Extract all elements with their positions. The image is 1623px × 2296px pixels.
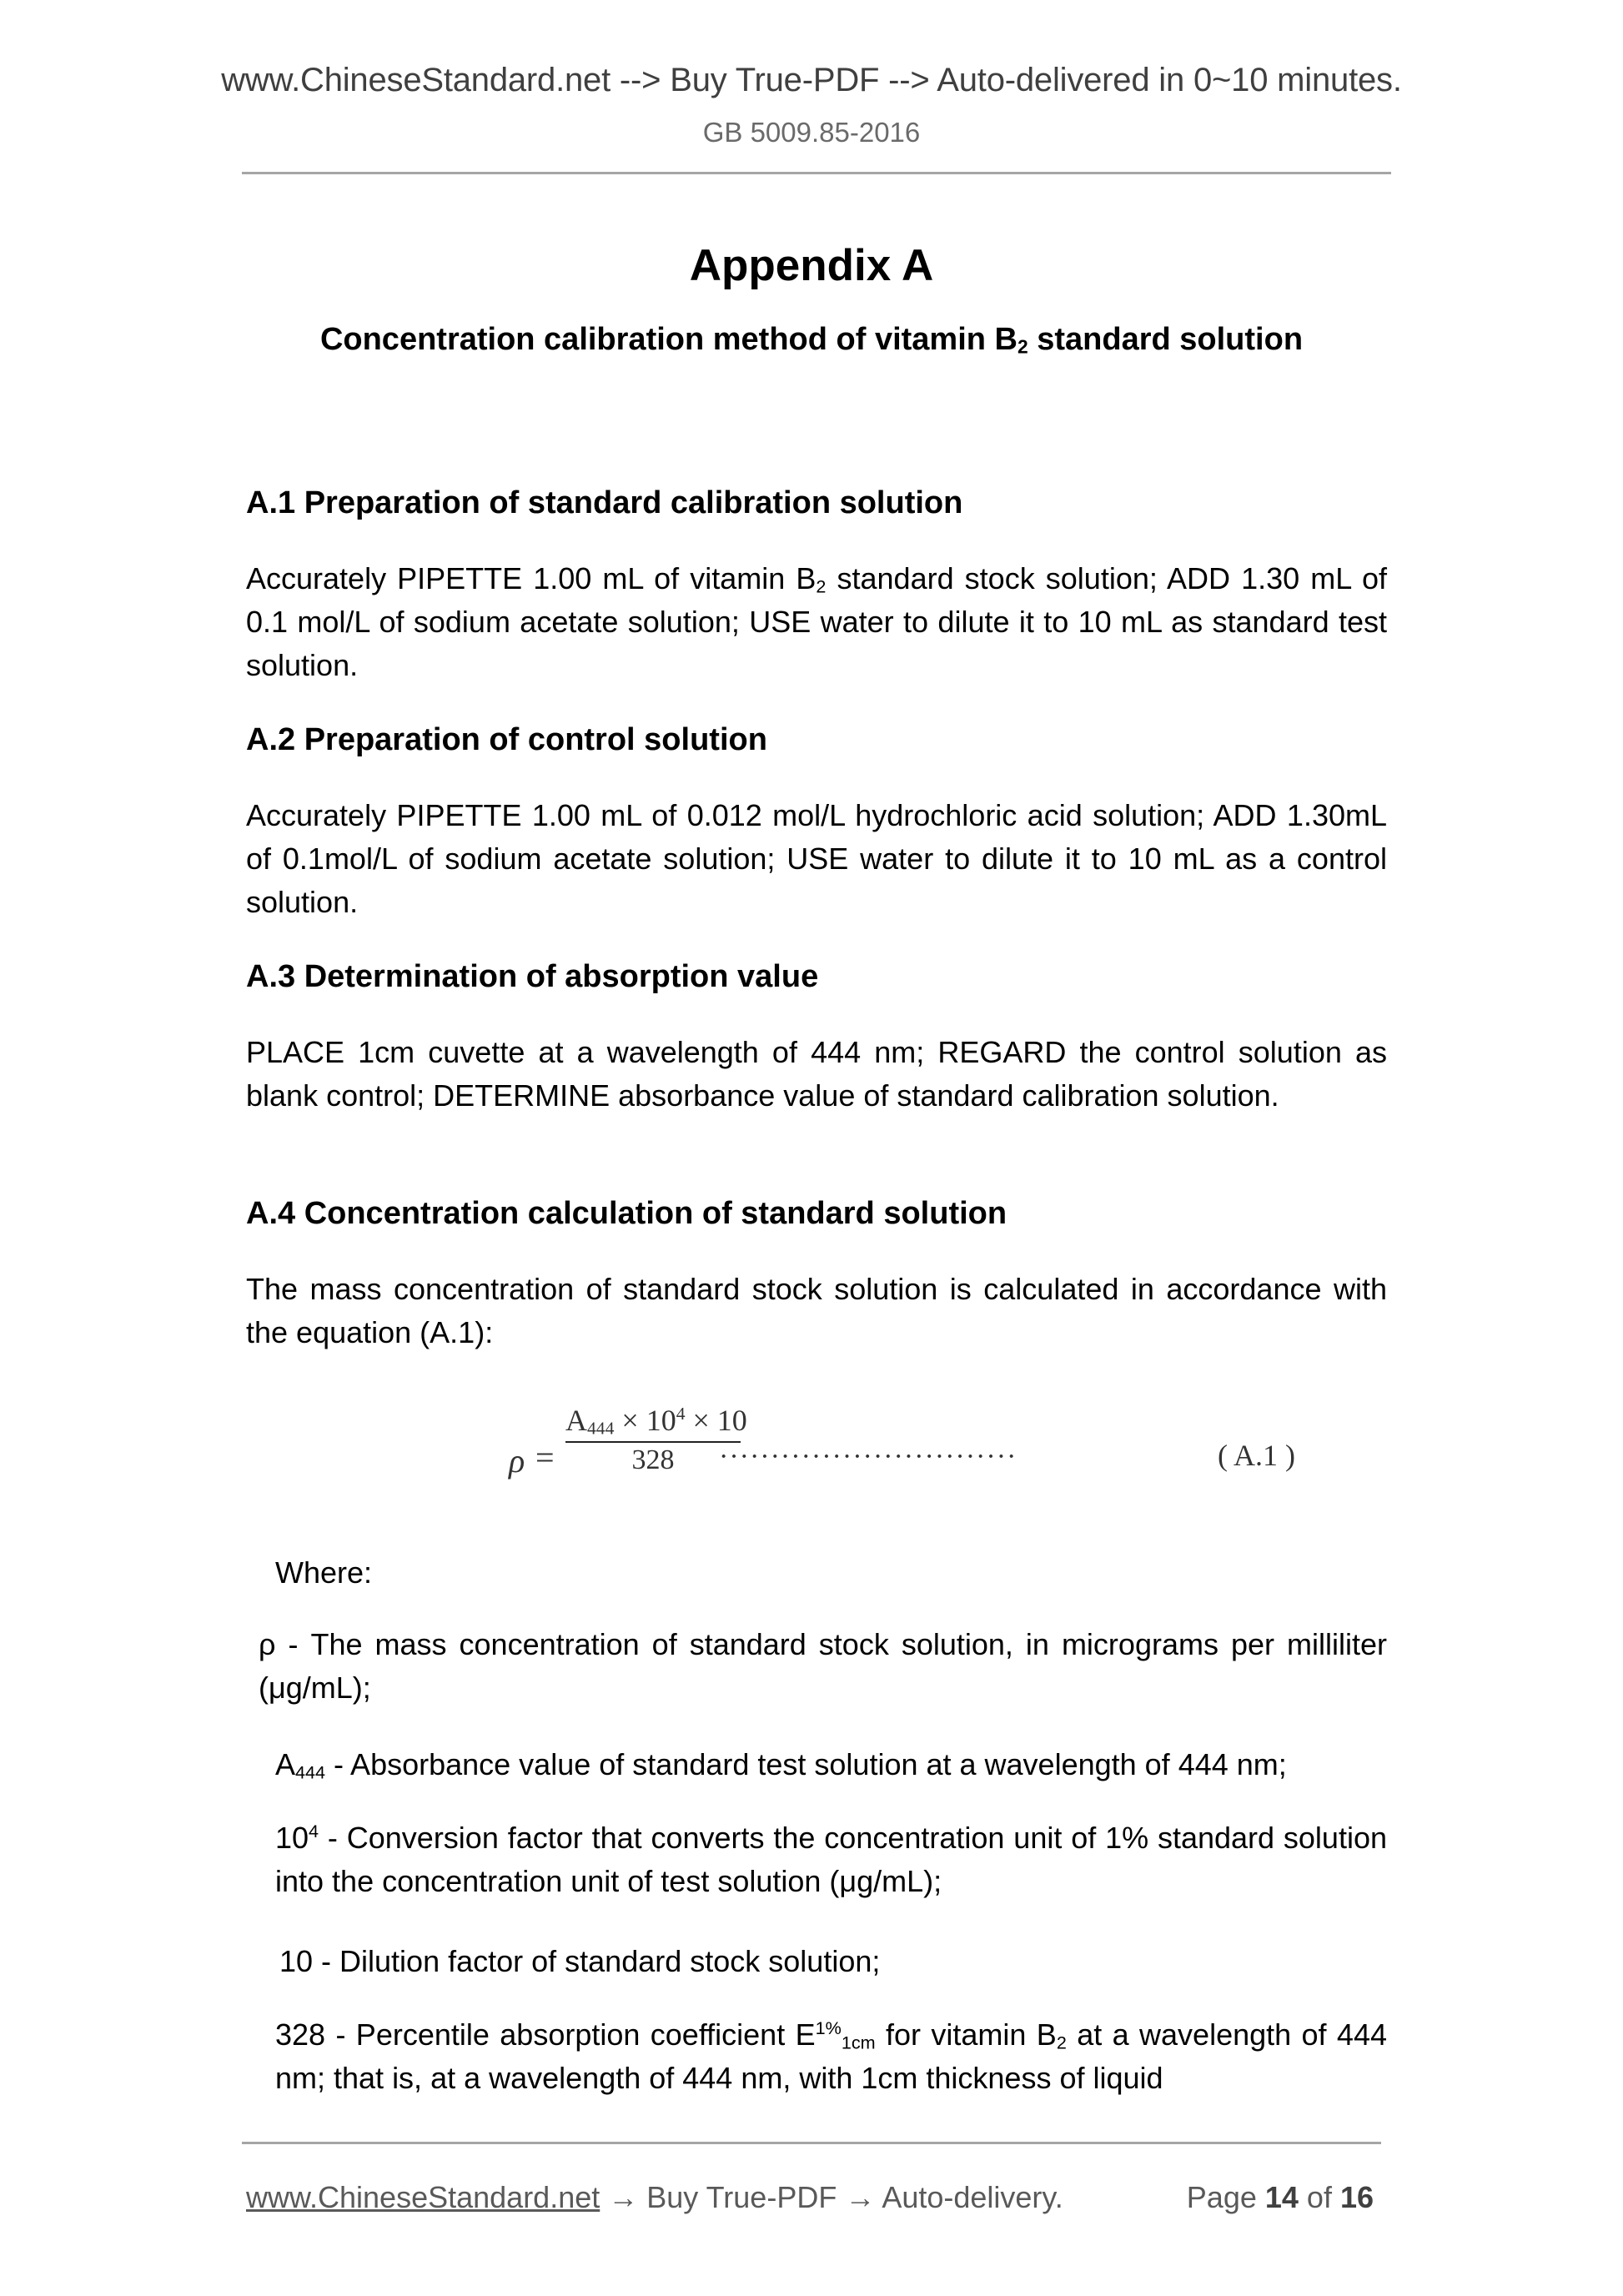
section-heading-a3: A.3 Determination of absorption value (246, 959, 819, 994)
page-footer (246, 2180, 1380, 2215)
header-divider (242, 172, 1391, 174)
num-a-sub: 444 (587, 1418, 615, 1439)
equation-fraction (565, 1403, 747, 1476)
subtitle-text-end: standard solution (1028, 322, 1304, 357)
subtitle-text: Concentration calibration method of vitamin B (319, 322, 1018, 357)
subtitle-sub: 2 (1018, 335, 1028, 358)
num-times1: × 10 (614, 1404, 676, 1437)
footer-site-link[interactable]: www.ChineseStandard.net (246, 2180, 600, 2214)
standard-code: GB 5009.85-2016 (702, 117, 921, 148)
equation-label: ( A.1 ) (1218, 1439, 1295, 1472)
def-mid-sub: 2 (1056, 2032, 1067, 2053)
section-body-a2: Accurately PIPETTE 1.00 mL of 0.012 mol/L hydrochloric acid solution; ADD 1.30mL of 0.1mol/L of sodium acetate solution; USE water to dilute it to 10 mL as a control solution. (246, 798, 1387, 919)
page-word: Page (1186, 2180, 1265, 2214)
footer-divider (242, 2142, 1381, 2144)
equation-numerator (565, 1403, 747, 1439)
equation-lhs: ρ (509, 1442, 525, 1480)
where-label: Where: (275, 1555, 373, 1590)
equation-denominator: 328 (631, 1444, 675, 1475)
fraction-bar (565, 1441, 741, 1443)
page-title: Appendix A (689, 241, 934, 290)
num-exp: 4 (676, 1404, 686, 1424)
def-symbol-sup: 4 (309, 1821, 319, 1841)
page-of: of (1298, 2180, 1340, 2214)
section-heading-a2: A.2 Preparation of control solution (246, 722, 767, 757)
equation-leader-dots: ····························· (719, 1441, 1018, 1472)
def-text: - Conversion factor that converts the concentration unit of 1% standard solution into the concentration unit of test solution (μg/mL); (275, 1821, 1387, 1898)
definition-328 (275, 2013, 1387, 2100)
def-text-mid: for vitamin B (875, 2017, 1057, 2052)
equation-a1 (500, 1401, 1401, 1501)
num-times2: × 10 (685, 1404, 747, 1437)
section-heading-a1: A.1 Preparation of standard calibration solution (246, 485, 963, 520)
page-total: 16 (1339, 2180, 1374, 2214)
page-subtitle (0, 322, 1623, 358)
def-sup: 1% (815, 2017, 842, 2038)
footer-text: → Buy True-PDF → Auto-delivery. (600, 2180, 1063, 2214)
definition-a444 (275, 1743, 1387, 1786)
num-a: A (565, 1404, 587, 1437)
definition-10: 10 - Dilution factor of standard stock solution; (279, 1944, 881, 1978)
body-text-end: standard stock solution; ADD 1.30 mL of 0.1 mol/L of sodium acetate solution; USE water to dilute it to 10 mL as standard test solution. (246, 561, 1387, 682)
body-sub: 2 (816, 575, 827, 597)
def-sub: 1cm (841, 2032, 876, 2053)
section-body-a1 (246, 557, 1387, 687)
section-heading-a4: A.4 Concentration calculation of standard solution (246, 1196, 1007, 1231)
section-body-a4: The mass concentration of standard stock solution is calculated in accordance with the equation (A.1): (246, 1272, 1387, 1349)
def-text: - Absorbance value of standard test solution at a wavelength of 444 nm; (325, 1747, 1287, 1781)
page-current: 14 (1264, 2180, 1299, 2214)
body-text: Accurately PIPETTE 1.00 mL of vitamin B (246, 561, 817, 595)
section-body-a3: PLACE 1cm cuvette at a wavelength of 444 nm; REGARD the control solution as blank control; DETERMINE absorbance value of standard calibration solution. (246, 1035, 1387, 1113)
page-indicator (1187, 2180, 1374, 2215)
def-symbol: 10 (275, 1821, 309, 1855)
header-banner: www.ChineseStandard.net --> Buy True-PDF --> Auto-delivered in 0~10 minutes. (221, 62, 1402, 98)
def-symbol-sub: 444 (295, 1761, 326, 1783)
definition-10-4 (275, 1816, 1387, 1903)
definition-rho: ρ - The mass concentration of standard stock solution, in micrograms per milliliter (μg/mL); (259, 1627, 1387, 1705)
equation-equals: = (535, 1439, 555, 1476)
def-symbol: A (275, 1747, 296, 1781)
def-text: 328 - Percentile absorption coefficient E (275, 2017, 816, 2052)
def-text-end: at a wavelength of 444 nm; that is, at a wavelength of 444 nm, with 1cm thickness of liquid (275, 2017, 1388, 2095)
